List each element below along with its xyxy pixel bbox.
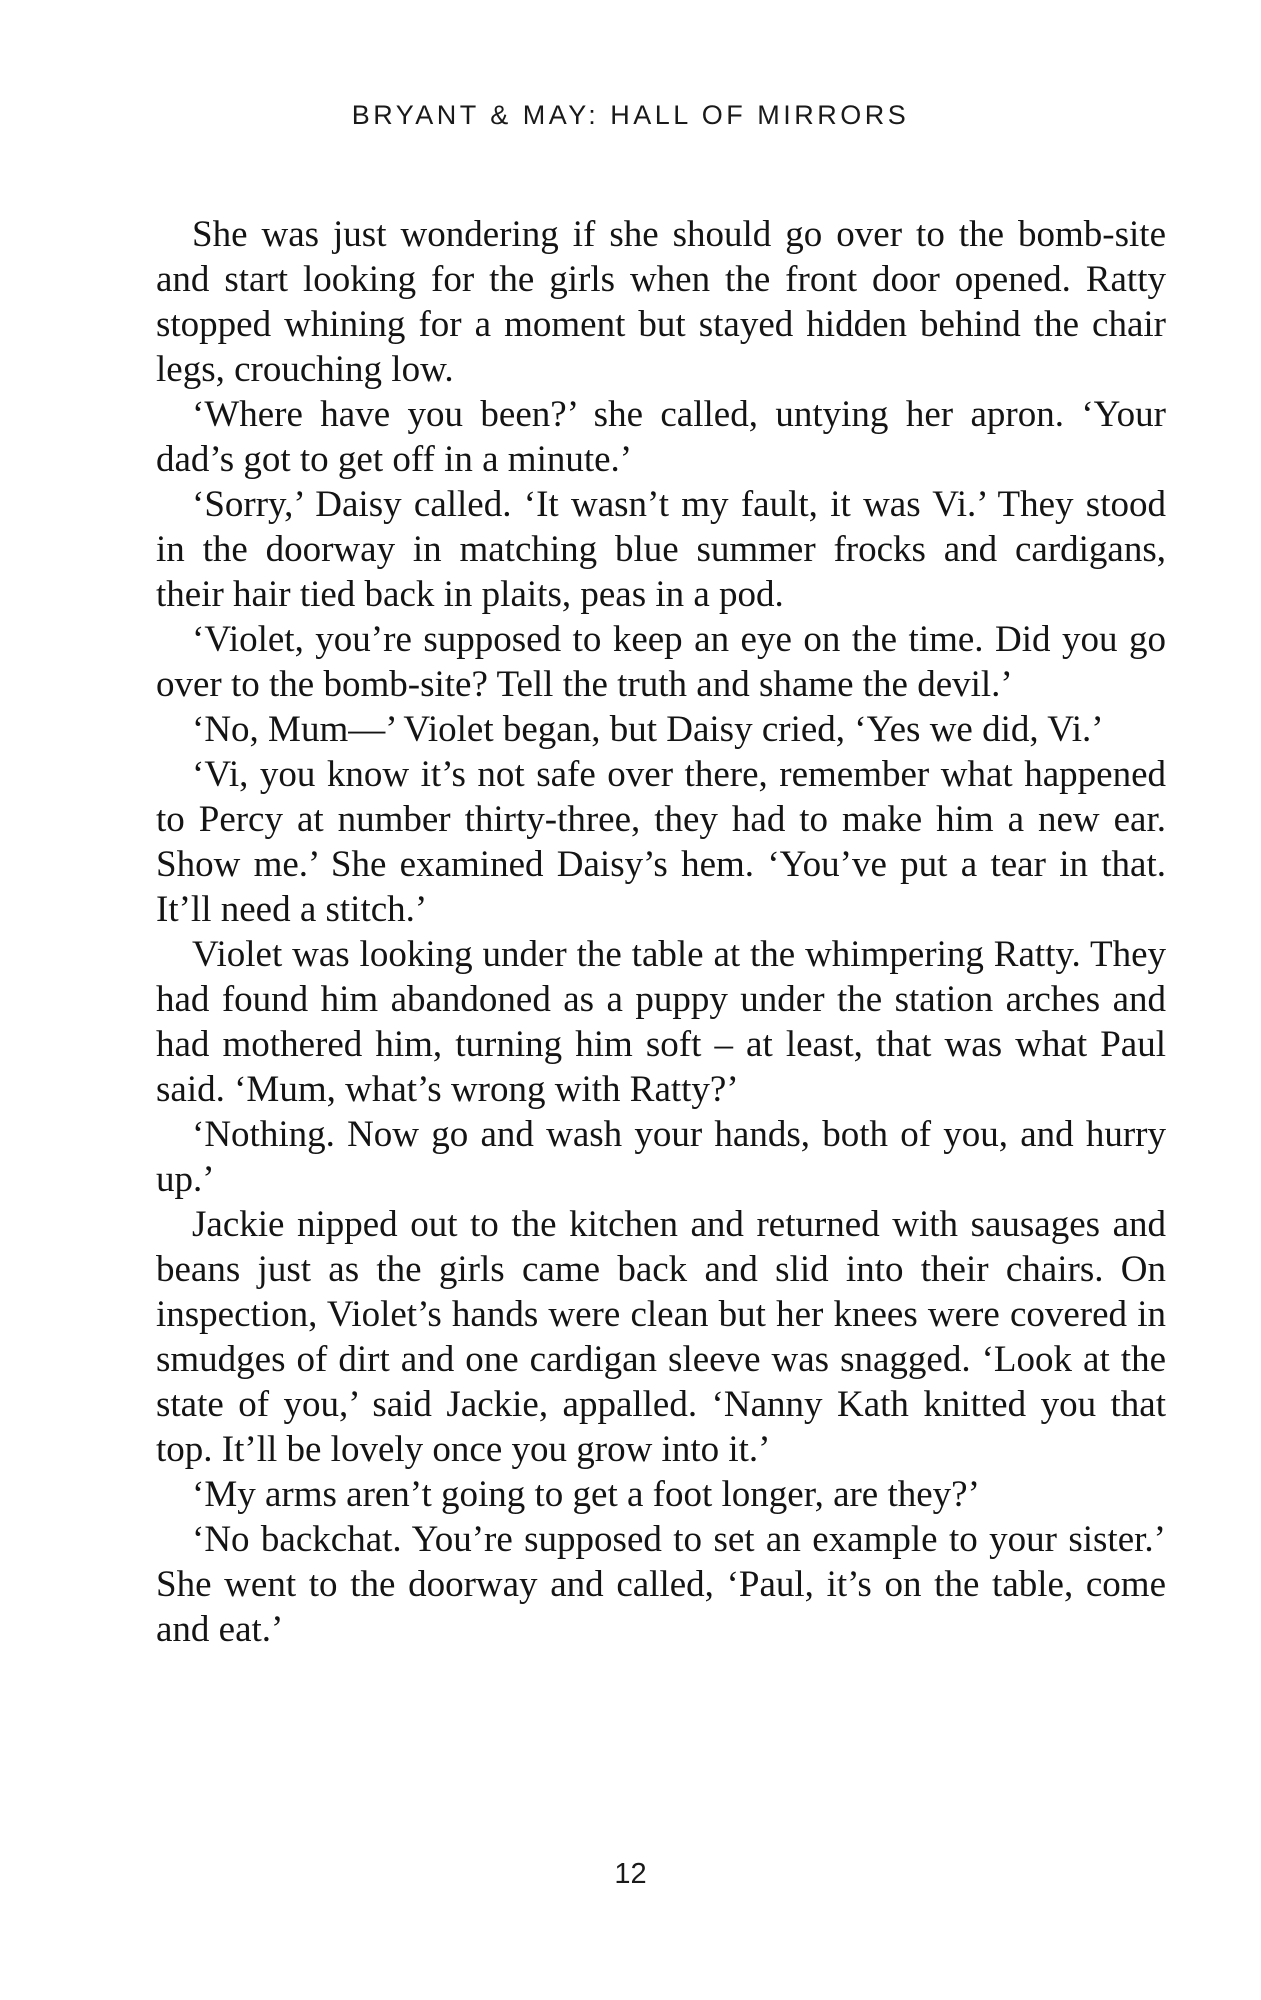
paragraph: ‘No backchat. You’re supposed to set an example to your sister.’ She went to the doorway and called, ‘Paul, it’s on the table, come and eat.’ bbox=[156, 1519, 1166, 1650]
paragraph: ‘Nothing. Now go and wash your hands, both of you, and hurry up.’ bbox=[156, 1114, 1166, 1200]
paragraph: ‘Sorry,’ Daisy called. ‘It wasn’t my fault, it was Vi.’ They stood in the doorway in matching blue summer frocks and cardigans, their hair tied back in plaits, peas in a pod. bbox=[156, 484, 1166, 615]
paragraph: ‘Vi, you know it’s not safe over there, remember what happened to Percy at number thirty-three, they had to make him a new ear. Show me.’ She examined Daisy’s hem. ‘You’ve put a tear in that. It’ll need a stitch.’ bbox=[156, 754, 1166, 930]
paragraph: Jackie nipped out to the kitchen and returned with sausages and beans just as the girls came back and slid into their chairs. On inspection, Violet’s hands were clean but her knees were covered in smudges of dirt and one cardigan sleeve was snagged. ‘Look at the state of you,’ said Jackie, appalled. ‘Nanny Kath knitted you that top. It’ll be lovely once you grow into it.’ bbox=[156, 1204, 1166, 1470]
paragraph: She was just wondering if she should go over to the bomb-site and start looking for the girls when the front door opened. Ratty stopped whining for a moment but stayed hidden behind the chair legs, crouching low. bbox=[156, 214, 1166, 390]
paragraph: Violet was looking under the table at the whimpering Ratty. They had found him abandoned as a puppy under the station arches and had mothered him, turning him soft – at least, that was what Paul said. ‘Mum, what’s wrong with Ratty?’ bbox=[156, 934, 1166, 1110]
page-number: 12 bbox=[614, 1858, 647, 1890]
body-text bbox=[156, 212, 1166, 1652]
paragraph: ‘No, Mum—’ Violet began, but Daisy cried, ‘Yes we did, Vi.’ bbox=[192, 709, 1104, 750]
running-head: BRYANT & MAY: HALL OF MIRRORS bbox=[351, 100, 910, 130]
paragraph: ‘Violet, you’re supposed to keep an eye on the time. Did you go over to the bomb-site? Tell the truth and shame the devil.’ bbox=[156, 619, 1166, 705]
paragraph: ‘Where have you been?’ she called, untying her apron. ‘Your dad’s got to get off in a minute.’ bbox=[156, 394, 1166, 480]
paragraph: ‘My arms aren’t going to get a foot longer, are they?’ bbox=[192, 1474, 980, 1515]
